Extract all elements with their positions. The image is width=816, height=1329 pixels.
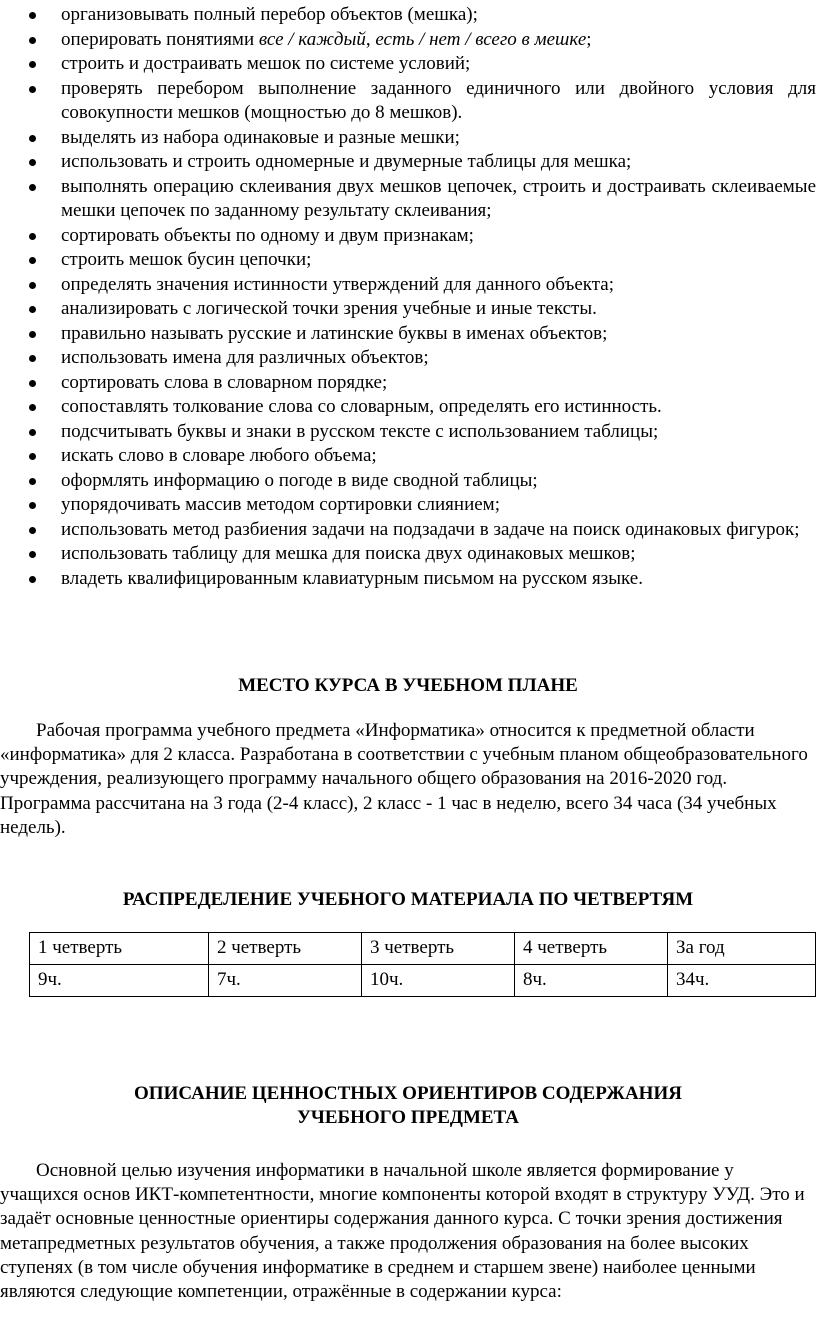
- list-item-text: сортировать слова в словарном порядке;: [61, 371, 388, 393]
- list-item: [0, 273, 816, 298]
- table-cell: 9ч.: [30, 965, 209, 997]
- bullet-icon: [29, 86, 36, 93]
- list-item-text: ,: [365, 28, 376, 50]
- table-cell: 10ч.: [362, 965, 515, 997]
- list-item: [0, 297, 816, 322]
- bullet-icon: [29, 380, 36, 387]
- values-paragraph: [0, 1159, 812, 1304]
- section-heading-course-place: МЕСТО КУРСА В УЧЕБНОМ ПЛАНЕ: [238, 675, 578, 696]
- section-heading-values-line2: УЧЕБНОГО ПРЕДМЕТА: [296, 1107, 519, 1128]
- list-item: [0, 3, 816, 28]
- bullet-icon: [29, 61, 36, 68]
- list-item-text: строить мешок бусин цепочки;: [61, 249, 312, 270]
- bullet-icon: [29, 282, 36, 289]
- list-item-text: анализировать с логической точки зрения учебные и иные тексты.: [61, 298, 597, 319]
- list-item-text: оформлять информацию о погоде в виде сводной таблицы;: [61, 469, 538, 491]
- bullet-icon: [29, 478, 36, 485]
- list-item: [0, 77, 816, 126]
- list-item: [0, 28, 816, 53]
- list-item: [0, 469, 816, 494]
- bullet-icon: [29, 502, 36, 509]
- bullet-icon: [29, 576, 36, 583]
- bullet-icon: [29, 257, 36, 264]
- list-item-text: выделять из набора одинаковые и разные мешки;: [61, 126, 460, 148]
- list-item: [0, 126, 816, 151]
- list-item-text: правильно называть русские и латинские буквы в именах объектов;: [61, 322, 608, 344]
- list-item-italic-text: есть / нет / всего в мешке: [375, 28, 587, 50]
- values-text: Основной целью изучения информатики в начальной школе является формирование у учащихся основ ИКТ-компетентности, многие компоненты которой входят в структуру УУД. Это и задаёт основные ценностные ориентиры содержания данного курса. С точки зрения достижения метапредметных результатов обучения, а также продолжения образования на более высоких ступенях (в том числе обучения информатике в среднем и старшем звене) наиболее ценными являются следующие компетенции, отражённые в содержании курса:: [0, 1160, 805, 1303]
- bullet-icon: [29, 184, 36, 191]
- bullet-icon: [29, 355, 36, 362]
- list-item: [0, 567, 816, 592]
- bullet-icon: [29, 551, 36, 558]
- list-item-text: сортировать объекты по одному и двум признакам;: [61, 224, 474, 246]
- list-item-text: владеть квалифицированным клавиатурным письмом на русском языке.: [61, 567, 643, 589]
- list-item: [0, 52, 816, 77]
- list-item-text: использовать и строить одномерные и двумерные таблицы для мешка;: [61, 151, 632, 172]
- list-item: [0, 493, 816, 518]
- list-item: [0, 150, 816, 175]
- list-item-text: упорядочивать массив методом сортировки слиянием;: [61, 494, 500, 515]
- list-item: [0, 371, 816, 396]
- table-cell: 4 четверть: [515, 933, 668, 965]
- table-header-row: [30, 933, 816, 965]
- list-item-text: строить и достраивать мешок по системе условий;: [61, 53, 471, 74]
- table-cell: За год: [668, 933, 816, 965]
- list-item-text: использовать таблицу для мешка для поиска двух одинаковых мешков;: [61, 543, 636, 564]
- bullet-icon: [29, 429, 36, 436]
- list-item: [0, 248, 816, 273]
- bullet-icon: [29, 159, 36, 166]
- bullet-icon: [29, 12, 36, 19]
- table-cell: 8ч.: [515, 965, 668, 997]
- section-heading-distribution: РАСПРЕДЕЛЕНИЕ УЧЕБНОГО МАТЕРИАЛА ПО ЧЕТВЕРТЯМ: [122, 889, 694, 910]
- list-item-text: сопоставлять толкование слова со словарным, определять его истинность.: [61, 396, 662, 417]
- list-item-text: оперировать понятиями: [61, 28, 259, 50]
- course-place-paragraph: [0, 719, 812, 840]
- bullet-icon: [29, 453, 36, 460]
- section-heading-values-line1: ОПИСАНИЕ ЦЕННОСТНЫХ ОРИЕНТИРОВ СОДЕРЖАНИЯ: [134, 1083, 682, 1104]
- list-item-text: организовывать полный перебор объектов (мешка);: [61, 4, 478, 25]
- list-item: [0, 444, 816, 469]
- list-item-text: искать слово в словаре любого объема;: [61, 445, 377, 466]
- list-item-text: использовать имена для различных объектов;: [61, 347, 429, 368]
- list-item-italic-text: все / каждый: [258, 28, 366, 50]
- bullet-icon: [29, 135, 36, 142]
- list-item: [0, 175, 816, 224]
- bullet-icon: [29, 527, 36, 534]
- list-item-text: определять значения истинности утверждений для данного объекта;: [61, 273, 614, 295]
- bullet-icon: [29, 331, 36, 338]
- bullet-icon: [29, 306, 36, 313]
- list-item: [0, 322, 816, 347]
- list-item-text: проверять перебором выполнение заданного единичного или двойного условия для совокупности мешков (мощностью до 8 мешков).: [61, 77, 816, 123]
- list-item: [0, 395, 816, 420]
- bullet-icon: [29, 37, 36, 44]
- table-cell: 7ч.: [209, 965, 362, 997]
- list-item-text: подсчитывать буквы и знаки в русском тексте с использованием таблицы;: [61, 420, 659, 442]
- list-item-text: ;: [586, 28, 592, 50]
- table-row: [30, 965, 816, 997]
- bullet-icon: [29, 233, 36, 240]
- table-cell: 34ч.: [668, 965, 816, 997]
- list-item-text: выполнять операцию склеивания двух мешков цепочек, строить и достраивать склеиваемые мешки цепочек по заданному результату склеивания;: [61, 175, 816, 221]
- list-item: [0, 542, 816, 567]
- quarter-distribution-table: [29, 932, 816, 997]
- table-cell: 2 четверть: [209, 933, 362, 965]
- table-cell: 1 четверть: [30, 933, 209, 965]
- list-item: [0, 518, 816, 543]
- list-item: [0, 420, 816, 445]
- bullet-icon: [29, 404, 36, 411]
- list-item: [0, 346, 816, 371]
- list-item: [0, 224, 816, 249]
- table-cell: 3 четверть: [362, 933, 515, 965]
- course-place-text: Рабочая программа учебного предмета «Информатика» относится к предметной области «информатика» для 2 класса. Разработана в соответствии с учебным планом общеобразовательного учреждения, реализующего программу начального общего образования на 2016-2020 год. Программа рассчитана на 3 года (2-4 класс), 2 класс - 1 час в неделю, всего 34 часа (34 учебных недель).: [0, 720, 808, 838]
- list-item-text: использовать метод разбиения задачи на подзадачи в задаче на поиск одинаковых фигурок;: [61, 518, 800, 540]
- skills-bullet-list: [0, 3, 816, 591]
